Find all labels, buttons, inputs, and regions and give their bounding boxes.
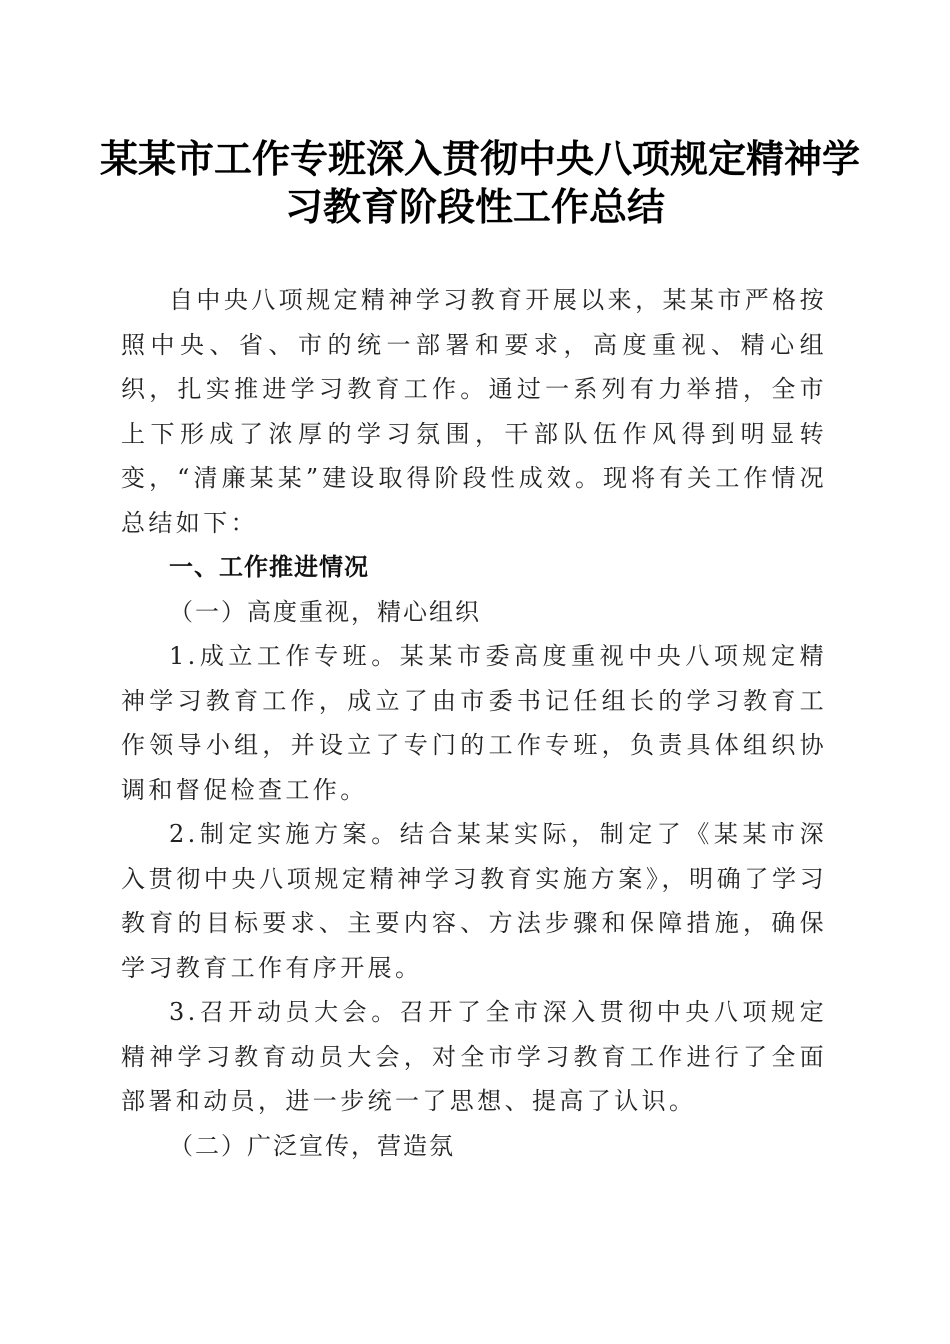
document-body xyxy=(121,278,827,1168)
document-title-line-1: 某某市工作专班深入贯彻中央八项规定精神学 xyxy=(100,136,861,181)
item-paragraph-3: 3.召开动员大会。召开了全市深入贯彻中央八项规定精神学习教育动员大会，对全市学习教育工作进行了全面部署和动员，进一步统一了思想、提高了认识。 xyxy=(121,998,827,1115)
item-paragraph-1: 1.成立工作专班。某某市委高度重视中央八项规定精神学习教育工作，成立了由市委书记任组长的学习教育工作领导小组，并设立了专门的工作专班，负责具体组织协调和督促检查工作。 xyxy=(121,642,827,804)
document-title-line-2: 习教育阶段性工作总结 xyxy=(284,184,665,229)
item-paragraph-2: 2.制定实施方案。结合某某实际，制定了《某某市深入贯彻中央八项规定精神学习教育实施方案》，明确了学习教育的目标要求、主要内容、方法步骤和保障措施，确保学习教育工作有序开展。 xyxy=(121,820,827,982)
intro-paragraph: 自中央八项规定精神学习教育开展以来，某某市严格按照中央、省、市的统一部署和要求，高度重视、精心组织，扎实推进学习教育工作。通过一系列有力举措，全市上下形成了浓厚的学习氛围，干部队伍作风得到明显转变，“清廉某某”建设取得阶段性成效。现将有关工作情况总结如下： xyxy=(121,286,827,537)
section-heading-work-progress: 一、工作推进情况 xyxy=(169,553,369,581)
subsection-heading-organize: （一）高度重视，精心组织 xyxy=(169,597,481,626)
subsection-heading-publicity: （二）广泛宣传，营造氛 xyxy=(169,1131,455,1160)
